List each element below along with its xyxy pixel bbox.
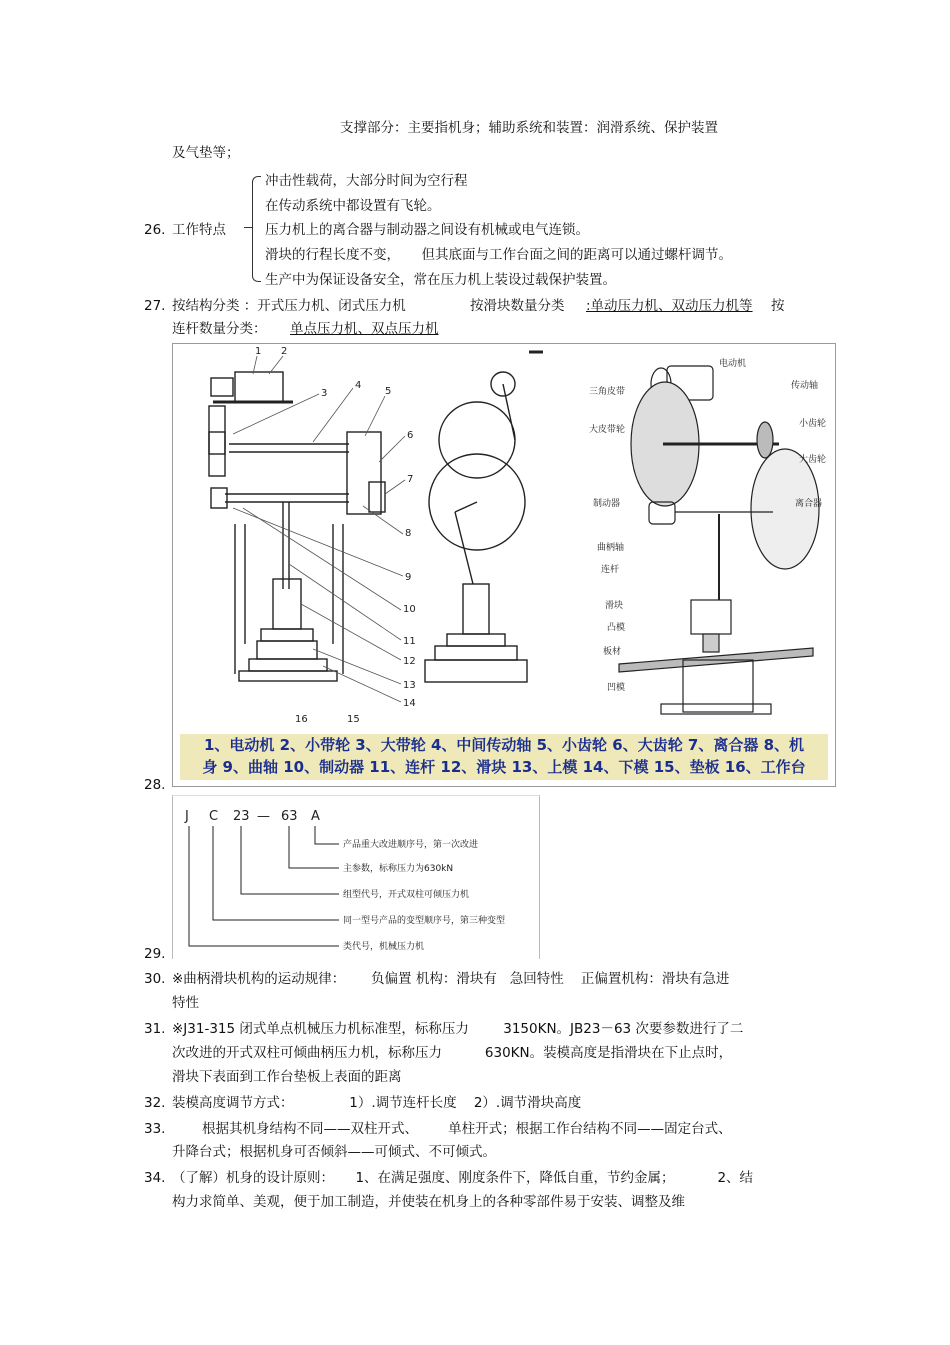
svg-text:14: 14 <box>403 698 416 709</box>
item27-structure: 按结构分类 ：开式压力机、闭式压力机 <box>172 298 406 314</box>
item26-point-5: 生产中为保证设备安全，常在压力机上装设过载保护装置。 <box>265 272 616 288</box>
label-brake: 制动器 <box>593 499 621 509</box>
svg-text:9: 9 <box>405 572 412 583</box>
left-schematic <box>209 372 385 681</box>
item33-line1: 根据其机身结构不同——双柱开式、 单柱开式；根据工作台结构不同——固定台式、 <box>172 1121 732 1137</box>
svg-text:16: 16 <box>295 714 308 725</box>
item26-point-3: 压力机上的离合器与制动器之间设有机械或电气连锁。 <box>265 222 589 238</box>
item26-bracket <box>252 176 261 282</box>
svg-text:15: 15 <box>347 714 360 725</box>
code-brackets <box>189 826 339 946</box>
item27-number: 27. <box>144 298 166 314</box>
label-drive-shaft: 传动轴 <box>791 381 819 391</box>
item32-line1: 装模高度调节方式： 1）.调节连杆长度 2）.调节滑块高度 <box>172 1095 582 1111</box>
code-notes <box>343 838 505 952</box>
svg-text:1: 1 <box>255 346 262 357</box>
code-dash: — <box>257 809 270 824</box>
svg-text:3: 3 <box>321 388 328 399</box>
press-diagram-caption <box>180 734 828 780</box>
item27-rod-value: 单点压力机、双点压力机 <box>290 321 439 337</box>
code-63: 63 <box>281 809 298 824</box>
note-main-param: 主参数，标称压力为630kN <box>343 864 454 874</box>
label-crankshaft: 曲柄轴 <box>597 543 625 553</box>
svg-text:13: 13 <box>403 680 416 691</box>
model-code-figure <box>172 795 540 959</box>
right-pictorial <box>619 366 819 714</box>
label-slider: 滑块 <box>605 601 624 611</box>
item34-line1: （了解）机身的设计原则： 1、在满足强度、刚度条件下，降低自重，节约金属； 2、结 <box>172 1170 754 1186</box>
svg-text:5: 5 <box>385 386 392 397</box>
code-a: A <box>311 809 320 824</box>
item26-point-4: 滑块的行程长度不变， 但其底面与工作台面之间的距离可以通过螺杆调节。 <box>265 247 732 263</box>
code-j: J <box>185 809 189 824</box>
press-diagram <box>173 344 835 734</box>
note-group-code: 组型代号，开式双柱可倾压力机 <box>343 890 470 900</box>
press-diagram-figure <box>172 343 836 787</box>
code-c: C <box>209 809 219 824</box>
label-clutch: 离合器 <box>795 499 823 509</box>
model-code-diagram <box>173 796 539 959</box>
svg-text:10: 10 <box>403 604 416 615</box>
code-letters <box>184 809 320 824</box>
note-class-code: 类代号，机械压力机 <box>343 942 425 952</box>
item27-rod-label: 连杆数量分类： <box>172 321 267 337</box>
svg-text:4: 4 <box>355 380 362 391</box>
svg-text:11: 11 <box>403 636 416 647</box>
left-leader-lines <box>233 356 405 702</box>
item26-label: 工作特点 <box>172 222 226 238</box>
item26-point-2: 在传动系统中都设置有飞轮。 <box>265 198 441 214</box>
label-punch: 凸模 <box>607 623 626 633</box>
label-die: 凹模 <box>607 683 626 693</box>
item33-number: 33. <box>144 1121 166 1137</box>
item30-line1: ※曲柄滑块机构的运动规律： 负偏置 机构：滑块有 急回特性 正偏置机构：滑块有急进 <box>172 971 730 987</box>
item31-line2: 次改进的开式双柱可倾曲柄压力机，标称压力 630KN。装模高度是指滑块在下止点时， <box>172 1045 733 1061</box>
item25-line2: 及气垫等； <box>172 145 240 161</box>
item34-number: 34. <box>144 1170 166 1186</box>
middle-schematic <box>425 352 543 682</box>
item27-by: 按 <box>771 298 785 314</box>
label-connecting-rod: 连杆 <box>601 565 620 575</box>
item31-line3: 滑块下表面到工作台垫板上表面的距离 <box>172 1069 402 1085</box>
caption-line-1: 1、电动机 2、小带轮 3、大带轮 4、中间传动轴 5、小齿轮 6、大齿轮 7、离合器 8、机 <box>203 736 805 754</box>
item34-line2: 构力求简单、美观，便于加工制造，并使装在机身上的各种零部件易于安装、调整及维 <box>172 1194 685 1210</box>
svg-text:7: 7 <box>407 474 414 485</box>
caption-line-2: 身 9、曲轴 10、制动器 11、连杆 12、滑块 13、上模 14、下模 15、垫板 16、工作台 <box>202 758 806 776</box>
item26-bracket-tick <box>244 227 252 228</box>
label-small-gear: 小齿轮 <box>799 419 827 429</box>
label-sheet: 板材 <box>603 647 622 657</box>
item26-point-1: 冲击性载荷，大部分时间为空行程 <box>265 173 468 189</box>
svg-text:6: 6 <box>407 430 414 441</box>
item28-number: 28. <box>144 777 166 793</box>
item32-number: 32. <box>144 1095 166 1111</box>
item26-number: 26. <box>144 222 166 238</box>
item29-number: 29. <box>144 946 166 962</box>
note-improvement: 产品重大改进顺序号，第一次改进 <box>343 840 479 850</box>
item30-line2: 特性 <box>172 995 199 1011</box>
item27-slider-value: :单动压力机、双动压力机等 <box>586 298 753 314</box>
svg-text:2: 2 <box>281 346 288 357</box>
item30-number: 30. <box>144 971 166 987</box>
item25-line1: 支撑部分：主要指机身；辅助系统和装置：润滑系统、保护装置 <box>340 120 718 136</box>
label-large-pulley: 大皮带轮 <box>589 425 626 435</box>
label-large-gear: 大齿轮 <box>799 455 827 465</box>
note-variant: 同一型号产品的变型顺序号，第三种变型 <box>343 916 506 926</box>
label-v-belt: 三角皮带 <box>589 387 626 397</box>
label-motor: 电动机 <box>719 359 747 369</box>
item31-number: 31. <box>144 1021 166 1037</box>
svg-text:12: 12 <box>403 656 416 667</box>
code-23: 23 <box>233 809 250 824</box>
item33-line2: 升降台式；根据机身可否倾斜——可倾式、不可倾式。 <box>172 1144 496 1160</box>
item31-line1: ※J31-315 闭式单点机械压力机标准型，标称压力 3150KN。JB23－63 次要参数进行了二 <box>172 1021 744 1037</box>
item27-slider-label: 按滑块数量分类 <box>470 298 565 314</box>
svg-text:8: 8 <box>405 528 412 539</box>
